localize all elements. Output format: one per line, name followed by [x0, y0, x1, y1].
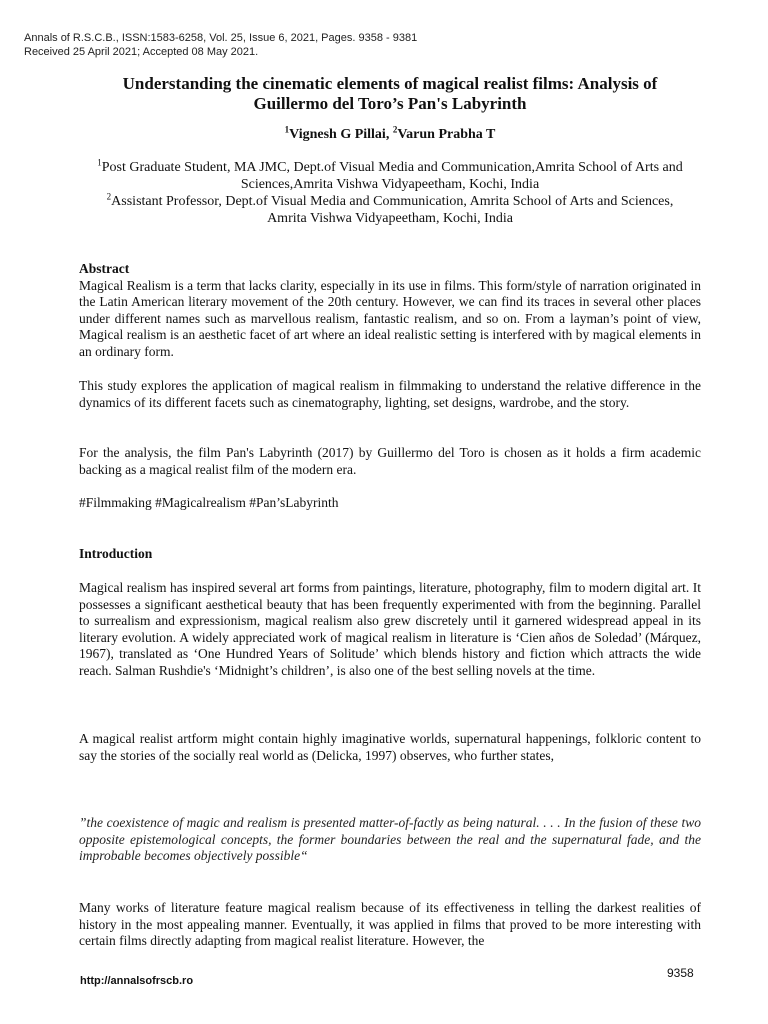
keywords: #Filmmaking #Magicalrealism #Pan’sLabyrinth — [79, 495, 339, 510]
author2-superscript: 2 — [392, 124, 398, 135]
paper-title-line2: Guillermo del Toro’s Pan's Labyrinth — [253, 94, 527, 113]
introduction-heading-block — [79, 546, 701, 563]
introduction-paragraph-1: Magical realism has inspired several art forms from paintings, literature, photography, film to modern digital art. It possesses a significant aesthetical beauty that has been frequently experimented with from the beginning. Parallel to surrealism and expressionism, magical realism also grew discretely until it garnered widespread appeal in its literary evolution. A widely appreciated work of magical realism in literature is ‘Cien años de Soledad’ (Márquez, 1967), translated as ‘One Hundred Years of Solitude’ which blends history and fiction which attracts the wide reach. Salman Rushdie's ‘Midnight’s children’, is also one of the best selling novels at the time. — [79, 580, 701, 678]
affiliation-2-superscript: 2 — [106, 191, 112, 202]
footer-url: http://annalsofrscb.ro — [80, 975, 194, 987]
abstract-section — [79, 261, 701, 360]
quote-text: ”the coexistence of magic and realism is presented matter-of-factly as being natural. . . . In the fusion of these two opposite epistemological concepts, the former boundaries between the real and the supernatural fade, and the improbable becomes objectively possible“ — [79, 815, 701, 863]
paper-title — [60, 74, 720, 114]
affiliation-2 — [90, 193, 690, 227]
introduction-paragraph-3: Many works of literature feature magical realism because of its effectiveness in telling the darkest realities of history in the most appealing manner. Eventually, it was applied in films that proved to be more interesting with certain films directly adapting from magical realist literature. However, the — [79, 900, 701, 948]
abstract-heading: Abstract — [79, 261, 130, 276]
affiliation-1-superscript: 1 — [97, 157, 102, 168]
abstract-paragraph-3: For the analysis, the film Pan's Labyrinth (2017) by Guillermo del Toro is chosen as it holds a firm academic backing as a magical realist film of the modern era. — [79, 445, 701, 477]
keywords-block — [79, 495, 701, 512]
author-list — [60, 126, 720, 144]
author1-name: Vignesh G Pillai, — [289, 127, 393, 142]
journal-citation-line: Annals of R.S.C.B., ISSN:1583-6258, Vol. 25, Issue 6, 2021, Pages. 9358 - 9381 — [24, 32, 418, 44]
author2-name: Varun Prabha T — [397, 127, 496, 142]
journal-header — [24, 31, 417, 59]
abstract-paragraph-2: This study explores the application of magical realism in filmmaking to understand the relative difference in the dynamics of its different facets such as cinematography, lighting, set designs, wardrobe, and the story. — [79, 378, 701, 410]
block-quote — [79, 815, 701, 865]
introduction-paragraph-3-block — [79, 900, 701, 950]
affiliations — [90, 159, 690, 227]
paper-title-line1: Understanding the cinematic elements of magical realist films: Analysis of — [122, 74, 658, 93]
introduction-heading: Introduction — [79, 546, 153, 561]
abstract-paragraph-3-block — [79, 445, 701, 478]
introduction-paragraph-2: A magical realist artform might contain highly imaginative worlds, supernatural happenings, folkloric content to say the stories of the socially real world as (Delicka, 1997) observes, who further states, — [79, 731, 701, 763]
introduction-paragraph-2-block — [79, 731, 701, 764]
affiliation-1-text: Post Graduate Student, MA JMC, Dept.of Visual Media and Communication,Amrita School of Arts and Sciences,Amrita Vishwa Vidyapeetham, Kochi, India — [101, 160, 683, 192]
affiliation-1 — [90, 159, 690, 193]
introduction-paragraph-1-block — [79, 580, 701, 679]
abstract-paragraph-2-block — [79, 378, 701, 411]
page-number: 9358 — [667, 966, 694, 980]
author1-superscript: 1 — [284, 124, 290, 135]
received-accepted-line: Received 25 April 2021; Accepted 08 May 2021. — [24, 46, 259, 58]
abstract-paragraph-1: Magical Realism is a term that lacks clarity, especially in its use in films. This form/style of narration originated in the Latin American literary movement of the 20th century. However, we can find its traces in several other places under different names such as marvellous realism, fantastic realism, and so on. From a layman’s point of view, Magical realism is an aesthetic facet of art where an ideal realistic setting is interfered with by magical elements in an ordinary form. — [79, 277, 701, 359]
affiliation-2-text: Assistant Professor, Dept.of Visual Media and Communication, Amrita School of Arts and Sciences, Amrita Vishwa Vidyapeetham, Kochi, India — [111, 194, 674, 226]
